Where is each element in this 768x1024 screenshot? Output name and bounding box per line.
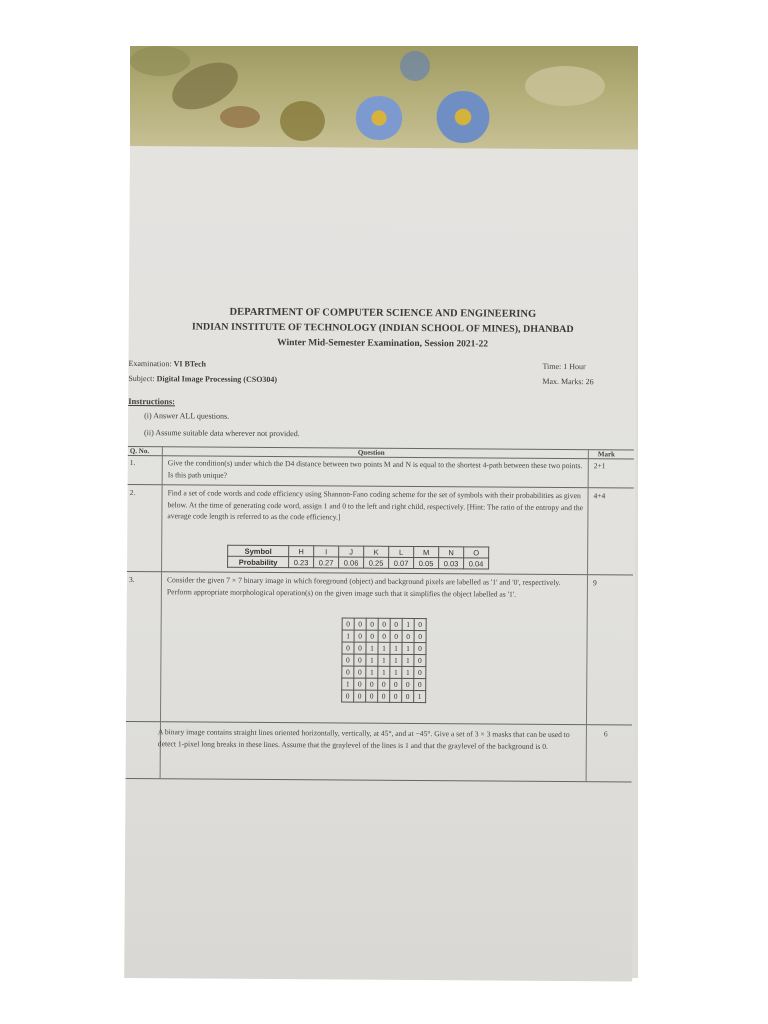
grid-cell: 1 <box>402 654 414 666</box>
question-number: 2. <box>129 488 136 498</box>
instruction-item: (i) Answer ALL questions. <box>144 411 230 421</box>
grid-row <box>342 666 426 679</box>
grid-cell: 0 <box>378 618 390 630</box>
grid-cell: 0 <box>414 678 426 690</box>
question-text: Find a set of code words and code efficiency using Shannon-Fano coding scheme for the set of symbols with their probabilities as given below. At the time of generating code word, assign 1 and 0 to the left and right child, respectively. [Hint: The ratio of the entropy and the average code length is referred to as the code efficiency.] <box>167 488 584 522</box>
question-text: Give the condition(s) under which the D4 distance between two points M and N is equal to the shortest 4-path between these two points. Is this path unique? <box>167 458 583 480</box>
grid-cell: 0 <box>354 642 366 654</box>
grid-cell: 1 <box>378 666 390 678</box>
grid-cell: 0 <box>354 630 366 642</box>
time-info: Time: 1 Hour <box>542 361 586 372</box>
grid-cell: 0 <box>402 630 414 642</box>
probability-cell: 0.23 <box>289 557 314 568</box>
probability-cell: 0.04 <box>464 558 489 569</box>
grid-cell: 0 <box>390 630 402 642</box>
probability-header: Probability <box>228 556 289 567</box>
symbol-cell: K <box>364 546 389 557</box>
probability-cell: 0.07 <box>389 557 414 568</box>
grid-cell: 0 <box>354 654 366 666</box>
grid-row <box>342 678 426 691</box>
grid-cell: 0 <box>342 666 354 678</box>
grid-cell: 1 <box>342 630 354 642</box>
probability-cell: 0.05 <box>414 557 439 568</box>
grid-cell: 0 <box>390 678 402 690</box>
grid-cell: 0 <box>366 630 378 642</box>
grid-cell: 0 <box>342 654 354 666</box>
grid-cell: 0 <box>342 642 354 654</box>
grid-cell: 0 <box>402 678 414 690</box>
grid-cell: 0 <box>342 618 354 630</box>
grid-cell: 0 <box>342 690 354 702</box>
flower-1 <box>355 96 403 140</box>
question-mark: 9 <box>592 578 597 588</box>
examination-line: Examination: VI BTech <box>128 358 207 369</box>
symbol-cell: N <box>439 547 464 558</box>
grid-cell: 0 <box>366 678 378 690</box>
question-mark: 6 <box>603 729 608 739</box>
institute-heading: INDIAN INSTITUTE OF TECHNOLOGY (INDIAN SCHOOL OF MINES), DHANBAD <box>191 321 574 336</box>
grid-cell: 0 <box>354 666 366 678</box>
grid-cell: 1 <box>414 690 426 702</box>
symbol-cell: O <box>464 547 489 558</box>
grid-cell: 1 <box>366 654 378 666</box>
floral-cloth-background <box>130 46 638 151</box>
grid-row <box>342 654 426 667</box>
symbol-probability-table <box>227 545 489 570</box>
exam-paper <box>124 146 638 982</box>
grid-cell: 0 <box>414 642 426 654</box>
symbol-header: Symbol <box>228 545 289 556</box>
symbol-cell: H <box>289 546 314 557</box>
question-mark: 2+1 <box>593 461 606 471</box>
grid-cell: 1 <box>342 678 354 690</box>
question-text: Consider the given 7 × 7 binary image in which foreground (object) and background pixels are labelled as '1' and '0', respectively. Perform appropriate morphological operation(s) on the given image such that it simplifies the object labelled as '1'. <box>166 575 561 599</box>
instructions-title: Instructions: <box>128 395 176 407</box>
grid-cell: 0 <box>390 690 402 702</box>
grid-cell: 0 <box>414 654 426 666</box>
grid-cell: 1 <box>378 642 390 654</box>
probability-cell: 0.27 <box>314 557 339 568</box>
grid-row <box>342 642 426 655</box>
probability-cell: 0.06 <box>339 557 364 568</box>
max-marks-info: Max. Marks: 26 <box>542 376 594 387</box>
grid-cell: 0 <box>378 678 390 690</box>
symbol-cell: L <box>389 546 414 557</box>
column-header-question: Question <box>357 448 385 457</box>
grid-row <box>342 690 426 703</box>
subject-line: Subject: Digital Image Processing (CSO304) <box>128 373 278 385</box>
question-number: 1. <box>129 458 136 468</box>
exam-session-heading: Winter Mid-Semester Examination, Session 2021-22 <box>277 338 489 350</box>
grid-cell: 0 <box>414 618 426 630</box>
grid-cell: 1 <box>390 666 402 678</box>
symbol-cell: J <box>339 546 364 557</box>
binary-image-grid <box>341 617 427 703</box>
grid-cell: 0 <box>366 690 378 702</box>
grid-cell: 0 <box>378 630 390 642</box>
grid-cell: 1 <box>378 654 390 666</box>
column-header-mark: Mark <box>597 450 615 459</box>
grid-cell: 0 <box>354 678 366 690</box>
probability-cell: 0.03 <box>439 558 464 569</box>
grid-cell: 0 <box>354 618 366 630</box>
column-header-qno: Q. No. <box>129 447 150 456</box>
symbol-cell: M <box>414 546 439 557</box>
grid-cell: 1 <box>390 654 402 666</box>
question-text: A binary image contains straight lines oriented horizontally, vertically, at 45°, and at −45°. Give a set of 3 × 3 masks that can be used to detect 1-pixel long breaks in these lines. Assume that the graylevel of the lines is 1 and that the graylevel of the background is 0. <box>157 727 570 751</box>
photo-frame <box>130 46 638 978</box>
instruction-item: (ii) Assume suitable data wherever not provided. <box>143 428 300 439</box>
question-mark: 4+4 <box>593 491 606 501</box>
probability-cell: 0.25 <box>364 557 389 568</box>
grid-row <box>342 618 426 631</box>
grid-cell: 1 <box>366 642 378 654</box>
grid-cell: 0 <box>378 690 390 702</box>
grid-cell: 0 <box>390 618 402 630</box>
grid-cell: 1 <box>402 618 414 630</box>
grid-cell: 1 <box>366 666 378 678</box>
flower-2 <box>435 91 491 143</box>
grid-cell: 0 <box>402 690 414 702</box>
question-number: 3. <box>128 575 135 585</box>
grid-cell: 0 <box>414 630 426 642</box>
grid-cell: 0 <box>414 666 426 678</box>
grid-cell: 0 <box>366 618 378 630</box>
grid-cell: 1 <box>402 666 414 678</box>
grid-cell: 1 <box>390 642 402 654</box>
grid-row <box>342 630 426 643</box>
grid-cell: 1 <box>402 642 414 654</box>
symbol-cell: I <box>314 546 339 557</box>
department-heading: DEPARTMENT OF COMPUTER SCIENCE AND ENGINEERING <box>229 306 537 320</box>
grid-cell: 0 <box>354 690 366 702</box>
